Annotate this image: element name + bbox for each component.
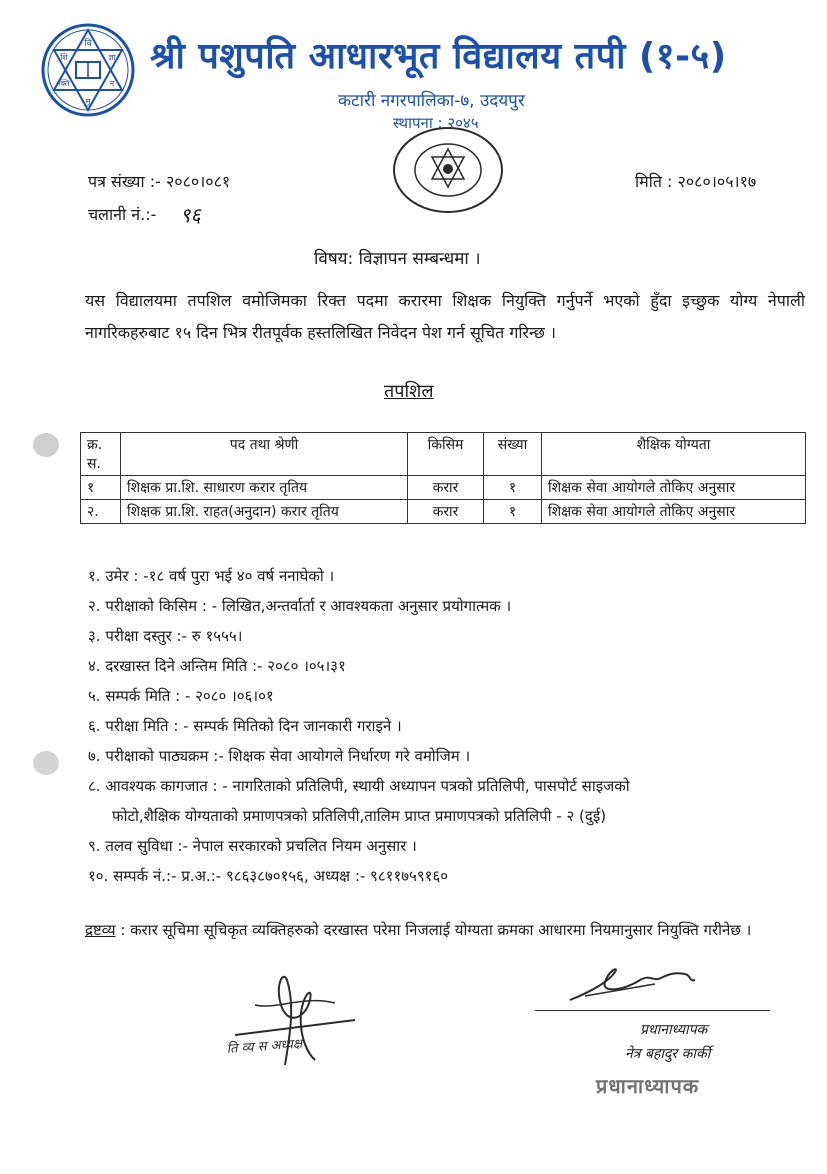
headmaster-signature bbox=[565, 960, 715, 1008]
cell-count: १ bbox=[484, 476, 542, 500]
cell-type: करार bbox=[408, 500, 484, 524]
note-label: द्रष्टव्य bbox=[85, 921, 116, 939]
school-address: कटारी नगरपालिका-७, उदयपुर bbox=[338, 91, 525, 111]
cell-post: शिक्षक प्रा.शि. राहत(अनुदान) करार तृतिय bbox=[121, 500, 408, 524]
condition-item: ३. परीक्षा दस्तुर :- रु १५५५। bbox=[88, 627, 243, 645]
committee-chair-signature bbox=[215, 965, 375, 1075]
col-header-sn: क्र. स. bbox=[81, 433, 121, 476]
signature-line bbox=[535, 1010, 770, 1011]
condition-item: ७. परीक्षाको पाठ्यक्रम :- शिक्षक सेवा आयोगले निर्धारण गरे वमोजिम । bbox=[88, 747, 471, 765]
cell-qualification: शिक्षक सेवा आयोगले तोकिए अनुसार bbox=[542, 500, 806, 524]
signatory-name: नेत्र बहादुर कार्की bbox=[625, 1046, 711, 1062]
reference-number: पत्र संख्या :- २०८०।०८१ bbox=[88, 172, 231, 191]
condition-item: ४. दरखास्त दिने अन्तिम मिति :- २०८० ।०५।३१ bbox=[88, 657, 346, 675]
headmaster-stamp: प्रधानाध्यापक bbox=[596, 1074, 700, 1098]
school-logo bbox=[40, 22, 136, 118]
col-header-type: किसिम bbox=[408, 433, 484, 476]
logo-letter: वि bbox=[84, 39, 92, 49]
table-header-row bbox=[81, 433, 806, 476]
logo-letter: ज्ञा bbox=[108, 53, 116, 62]
condition-item: ६. परीक्षा मिति : - सम्पर्क मितिको दिन जानकारी गराइने । bbox=[88, 717, 402, 735]
condition-item: ८. आवश्यक कागजात : - नागरिताको प्रतिलिपी, स्थायी अध्यापन पत्रको प्रतिलिपी, पासपोर्ट साइजको bbox=[88, 777, 630, 795]
details-heading: तपशिल bbox=[384, 381, 434, 402]
dispatch-number-label: चलानी नं.:- bbox=[88, 205, 157, 224]
logo-letter: शि bbox=[60, 53, 68, 62]
cell-post: शिक्षक प्रा.शि. साधारण करार तृतिय bbox=[121, 476, 408, 500]
condition-item: ९. तलव सुविधा :- नेपाल सरकारको प्रचलित नियम अनुसार । bbox=[88, 837, 417, 855]
note-paragraph bbox=[85, 918, 785, 942]
condition-item: २. परीक्षाको किसिम : - लिखित,अन्तर्वार्ता र आवश्यकता अनुसार प्रयोगात्मक । bbox=[88, 597, 512, 615]
vacancy-table bbox=[80, 432, 806, 524]
cell-sn: १ bbox=[81, 476, 121, 500]
punch-hole bbox=[33, 751, 59, 775]
condition-item: १. उमेर : -१८ वर्ष पुरा भई ४० वर्ष ननाघेको । bbox=[88, 567, 335, 585]
cell-count: १ bbox=[484, 500, 542, 524]
logo-letter: मु bbox=[85, 97, 91, 106]
intro-paragraph: यस विद्यालयमा तपशिल वमोजिमका रिक्त पदमा करारमा शिक्षक नियुक्ति गर्नुपर्ने भएको हुँदा इच्छुक योग्य नेपाली नागरिकहरुबाट १५ दिन भित्र रीतपूर्वक हस्तलिखित निवेदन पेश गर्न सूचित गरिन्छ । bbox=[85, 291, 805, 342]
condition-item: ५. सम्पर्क मिति : - २०८० ।०६।०१ bbox=[88, 687, 274, 705]
table-row bbox=[81, 476, 806, 500]
table-row bbox=[81, 500, 806, 524]
dispatch-number: ९६ bbox=[180, 203, 201, 227]
school-seal bbox=[390, 125, 506, 215]
logo-letter: क्ति bbox=[58, 79, 70, 88]
left-stamp-text: ति व्य स अध्यक्ष bbox=[226, 1036, 303, 1057]
condition-item-continued: फोटो,शैक्षिक योग्यताको प्रमाणपत्रको प्रतिलिपी,तालिम प्राप्त प्रमाणपत्रको प्रतिलिपी - २ (दुई) bbox=[112, 807, 607, 825]
col-header-qualification: शैक्षिक योग्यता bbox=[542, 433, 806, 476]
cell-type: करार bbox=[408, 476, 484, 500]
logo-letter: न bbox=[109, 79, 115, 88]
cell-sn: २. bbox=[81, 500, 121, 524]
col-header-post: पद तथा श्रेणी bbox=[121, 433, 408, 476]
signatory-title: प्रधानाध्यापक bbox=[640, 1022, 708, 1038]
cell-qualification: शिक्षक सेवा आयोगले तोकिए अनुसार bbox=[542, 476, 806, 500]
col-header-count: संख्या bbox=[484, 433, 542, 476]
note-text: : करार सूचिमा सूचिकृत व्यक्तिहरुको दरखास्त परेमा निजलाई योग्यता क्रमका आधारमा नियमानुसार नियुक्ति गरीनेछ । bbox=[115, 921, 752, 939]
school-name: श्री पशुपति आधारभूत विद्यालय तपी (१-५) bbox=[150, 36, 727, 77]
subject-line: विषय: विज्ञापन सम्बन्धमा । bbox=[314, 249, 481, 269]
letter-date: मिति : २०८०।०५।१७ bbox=[635, 172, 757, 191]
established-date: स्थापना : २०४५ bbox=[393, 114, 479, 132]
condition-item: १०. सम्पर्क नं.:- प्र.अ.:- ९८६३८७०१५६, अध्यक्ष :- ९८११७५९१६० bbox=[88, 867, 449, 885]
punch-hole bbox=[33, 433, 59, 457]
